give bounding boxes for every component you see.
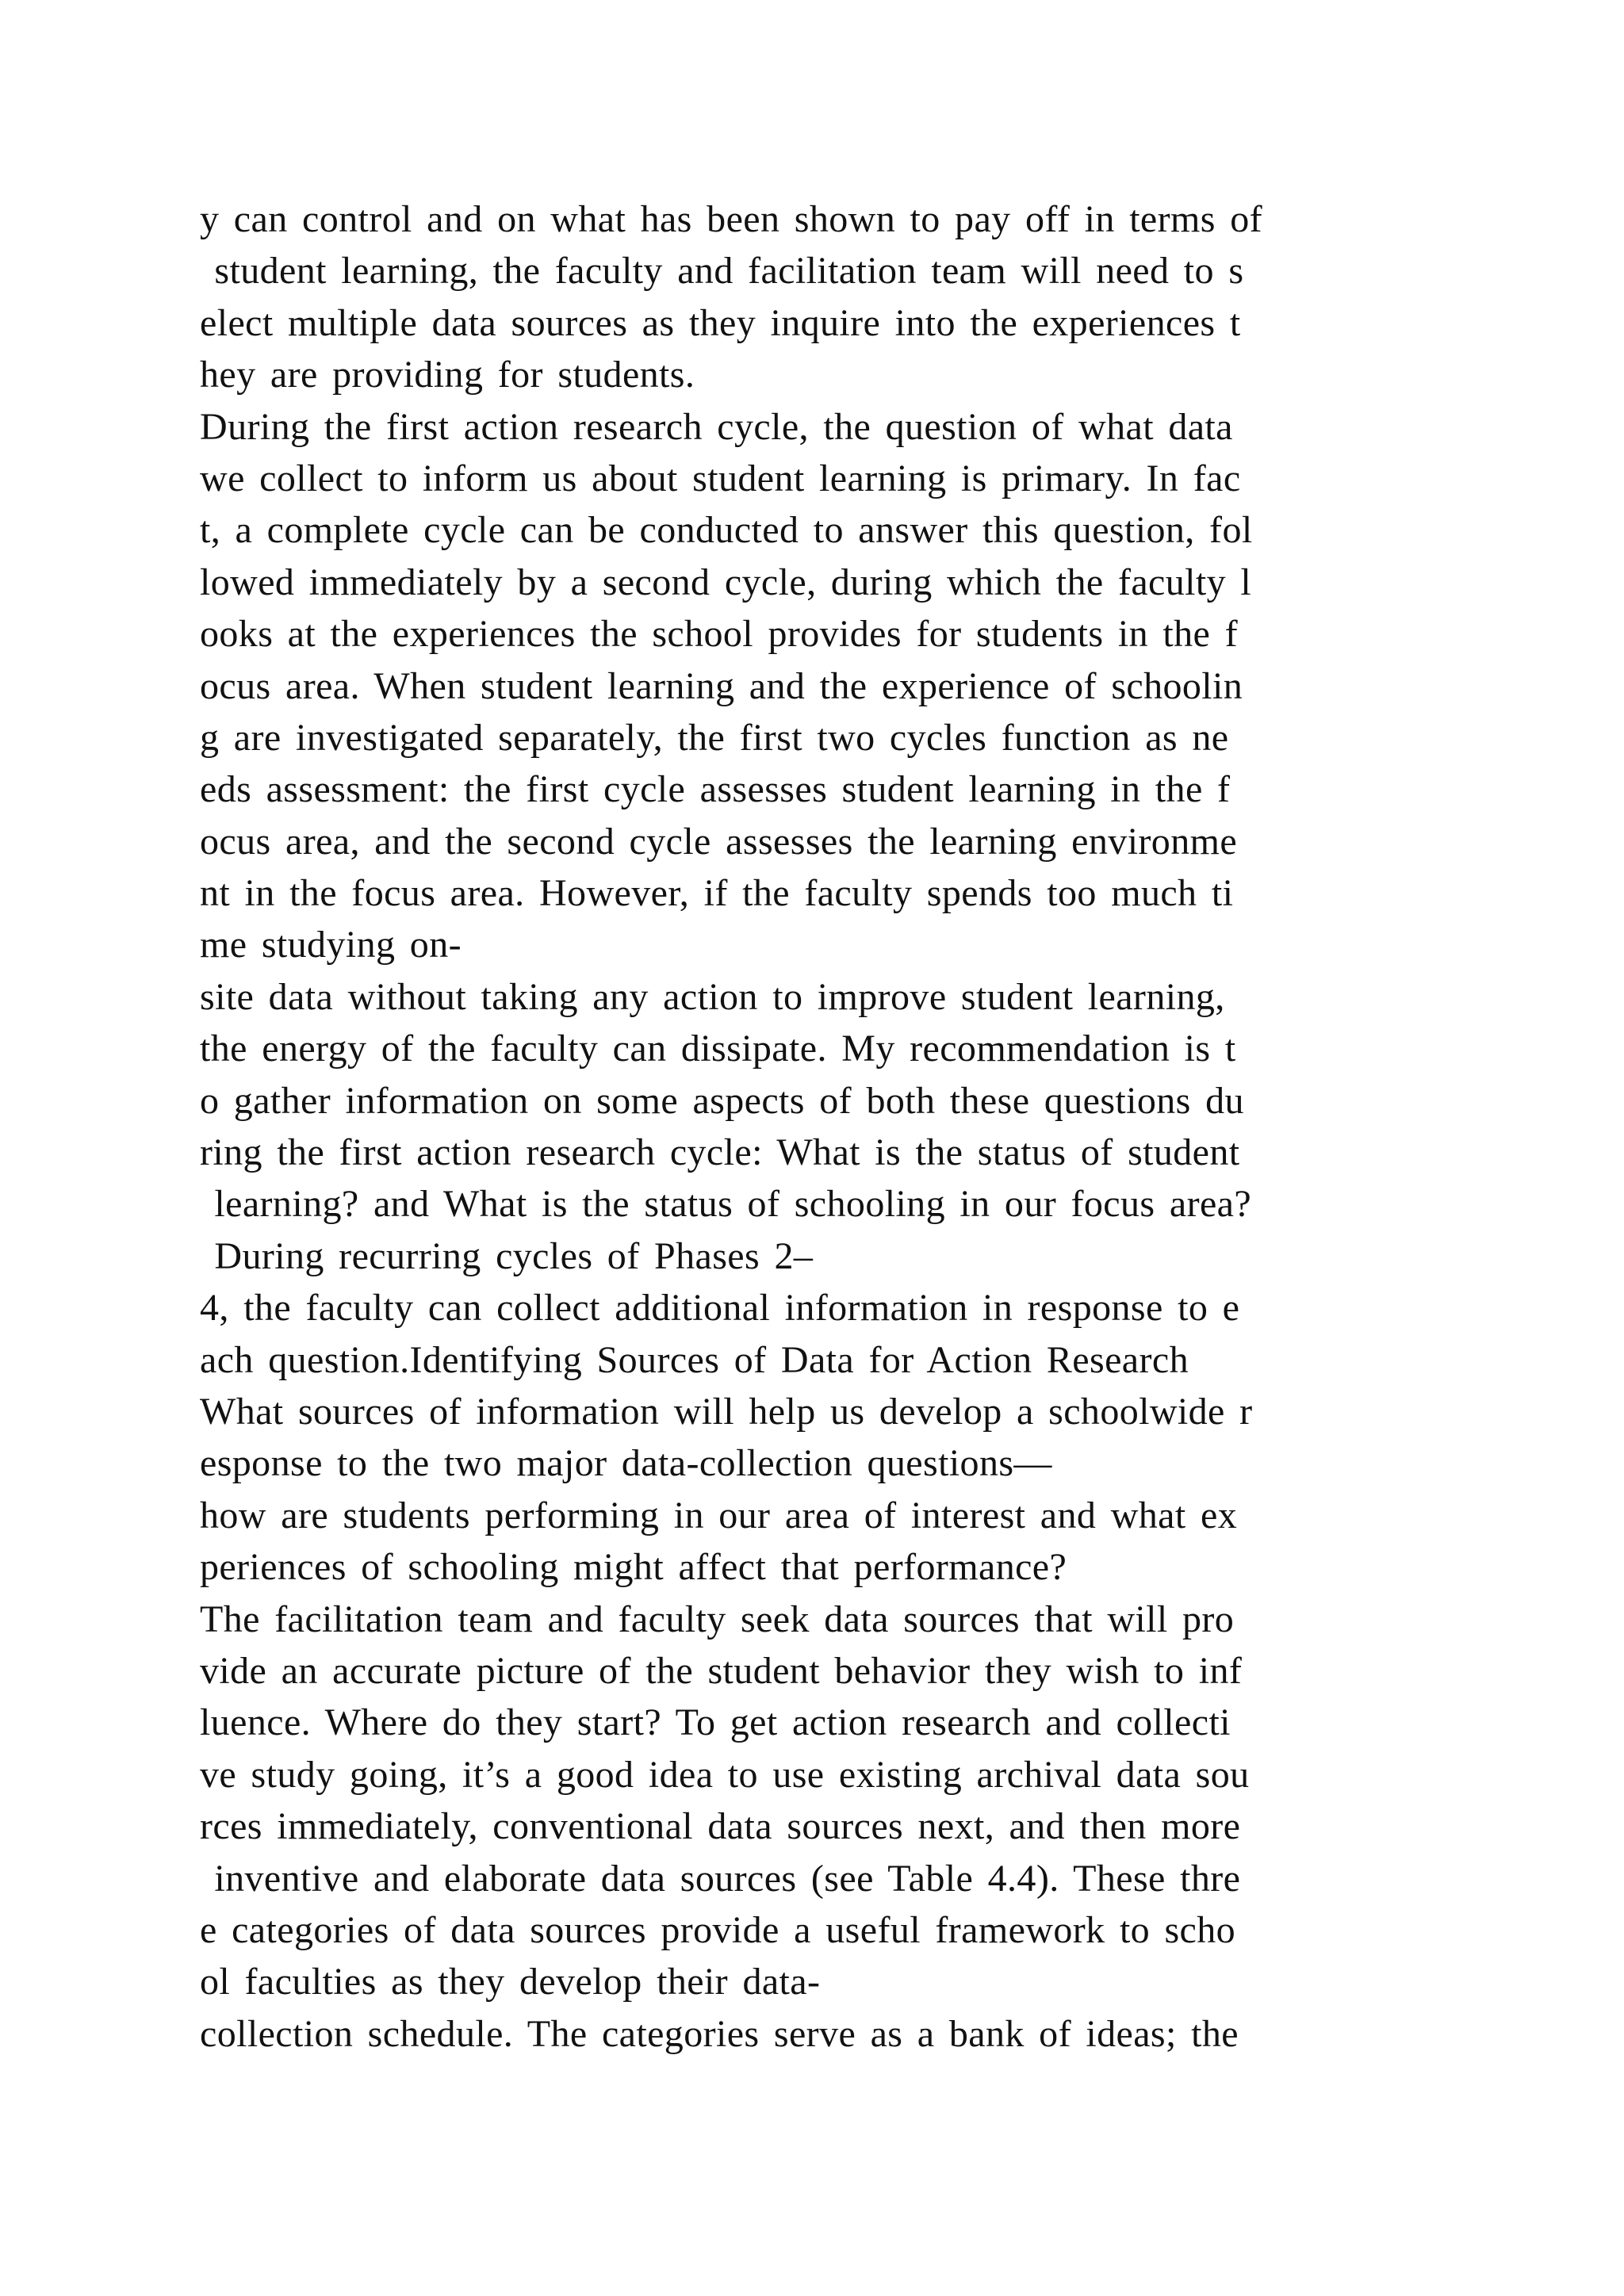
text-line: learning? and What is the status of schooling in our focus area?: [200, 1183, 1252, 1226]
text-line: lowed immediately by a second cycle, during which the faculty l: [200, 561, 1252, 603]
text-line: e categories of data sources provide a useful framework to scho: [200, 1908, 1236, 1951]
body-text: [200, 193, 1437, 2060]
text-line: o gather information on some aspects of both these questions du: [200, 1079, 1244, 1122]
text-line: hey are providing for students.: [200, 354, 695, 396]
text-line: ooks at the experiences the school provides for students in the f: [200, 613, 1239, 656]
text-line: periences of schooling might affect that performance?: [200, 1546, 1067, 1589]
text-line: The facilitation team and faculty seek data sources that will pro: [200, 1598, 1235, 1640]
text-line: inventive and elaborate data sources (see Table 4.4). These thre: [200, 1857, 1241, 1900]
text-line: how are students performing in our area of interest and what ex: [200, 1494, 1238, 1536]
text-line: y can control and on what has been shown to pay off in terms of: [200, 198, 1263, 240]
text-line: vide an accurate picture of the student behavior they wish to inf: [200, 1649, 1243, 1692]
text-line: During recurring cycles of Phases 2–: [200, 1234, 814, 1277]
text-line: g are investigated separately, the first two cycles function as ne: [200, 716, 1229, 759]
text-line: ol faculties as they develop their data-: [200, 1961, 821, 2003]
text-line: What sources of information will help us develop a schoolwide r: [200, 1390, 1253, 1433]
text-line: ve study going, it’s a good idea to use existing archival data sou: [200, 1753, 1250, 1796]
text-line: student learning, the faculty and facilitation team will need to s: [200, 250, 1244, 293]
text-line: elect multiple data sources as they inquire into the experiences t: [200, 301, 1241, 344]
text-line: ocus area. When student learning and the experience of schoolin: [200, 664, 1243, 707]
text-line: nt in the focus area. However, if the faculty spends too much ti: [200, 872, 1234, 915]
text-line: rces immediately, conventional data sources next, and then more: [200, 1805, 1241, 1848]
text-line: eds assessment: the first cycle assesses student learning in the f: [200, 768, 1231, 811]
text-line: ring the first action research cycle: What is the status of student: [200, 1131, 1240, 1174]
text-line: the energy of the faculty can dissipate. My recommendation is t: [200, 1027, 1236, 1070]
text-line: ocus area, and the second cycle assesses the learning environme: [200, 820, 1238, 863]
text-line: t, a complete cycle can be conducted to answer this question, fol: [200, 509, 1253, 552]
text-line: During the first action research cycle, the question of what data: [200, 405, 1233, 448]
text-line: luence. Where do they start? To get action research and collecti: [200, 1701, 1231, 1744]
text-line: we collect to inform us about student learning is primary. In fac: [200, 457, 1241, 499]
text-line: collection schedule. The categories serve as a bank of ideas; the: [200, 2012, 1239, 2055]
text-line: ach question.Identifying Sources of Data for Action Research: [200, 1338, 1189, 1381]
text-line: 4, the faculty can collect additional information in response to e: [200, 1287, 1240, 1330]
text-line: site data without taking any action to improve student learning,: [200, 975, 1225, 1018]
text-line: esponse to the two major data-collection questions—: [200, 1442, 1052, 1485]
text-line: me studying on-: [200, 924, 462, 966]
